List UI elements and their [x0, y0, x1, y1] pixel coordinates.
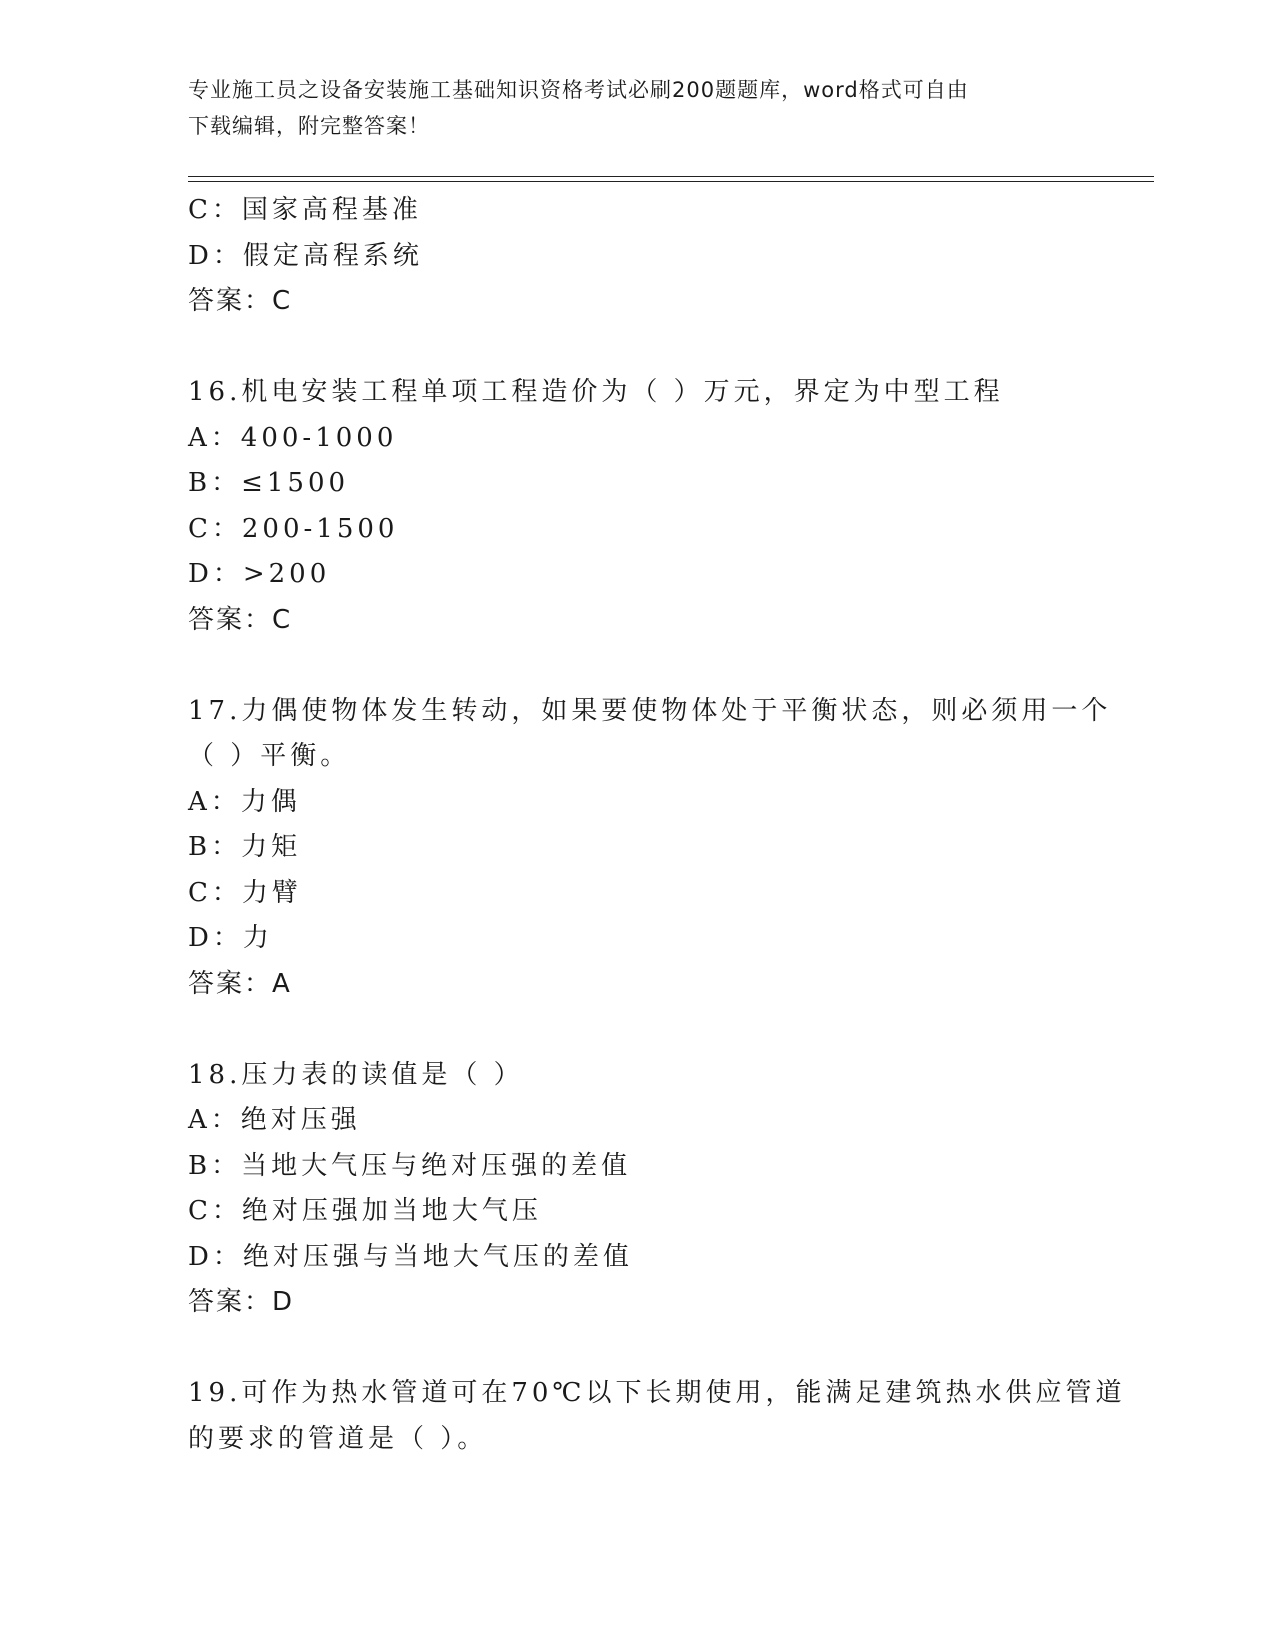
- spacer: [188, 643, 1148, 689]
- q19-stem-line-2: 的要求的管道是（ ）。: [188, 1423, 488, 1454]
- q17-stem-line-1: 17.力偶使物体发生转动，如果要使物体处于平衡状态，则必须用一个: [188, 695, 1112, 726]
- document-body: [188, 188, 1148, 1462]
- q18-option-d: D：绝对压强与当地大气压的差值: [188, 1241, 633, 1272]
- q19-stem-line-1: 19.可作为热水管道可在70℃以下长期使用，能满足建筑热水供应管道: [188, 1378, 1126, 1408]
- question-15: [188, 188, 1148, 325]
- q18-option-c: C：绝对压强加当地大气压: [188, 1196, 542, 1226]
- q15-option-d: D：假定高程系统: [188, 240, 423, 271]
- q18-answer: 答案：D: [188, 1287, 295, 1317]
- spacer: [188, 1326, 1148, 1372]
- header-divider-top: [188, 176, 1154, 177]
- q17-stem-line-2: （ ）平衡。: [188, 741, 351, 771]
- q17-option-d: D：力: [188, 923, 273, 953]
- q16-stem: 16.机电安装工程单项工程造价为（ ）万元，界定为中型工程: [188, 377, 1004, 407]
- q18-option-a: A：绝对压强: [188, 1105, 361, 1135]
- question-18: [188, 1053, 1148, 1326]
- q17-option-c: C：力臂: [188, 877, 302, 908]
- header-divider-bottom: [188, 181, 1154, 182]
- q15-answer: 答案：C: [188, 286, 293, 316]
- question-17: [188, 689, 1148, 1008]
- header-line-1: 专业施工员之设备安装施工基础知识资格考试必刷200题题库，word格式可自由: [188, 78, 969, 102]
- q18-stem: 18.压力表的读值是（ ）: [188, 1059, 524, 1090]
- q15-option-c: C：国家高程基准: [188, 195, 422, 225]
- header-line-2: 下载编辑，附完整答案！: [188, 114, 430, 138]
- q17-option-b: B：力矩: [188, 832, 302, 862]
- q16-answer: 答案：C: [188, 604, 293, 635]
- spacer: [188, 325, 1148, 371]
- q16-option-c: C：200-1500: [188, 513, 399, 544]
- q16-option-a: A：400-1000: [188, 422, 398, 453]
- question-16: [188, 370, 1148, 643]
- q17-answer: 答案：A: [188, 968, 292, 999]
- q16-option-d: D：>200: [188, 559, 331, 589]
- q17-option-a: A：力偶: [188, 786, 301, 817]
- document-header: [188, 72, 1088, 144]
- question-19: [188, 1371, 1148, 1462]
- spacer: [188, 1007, 1148, 1053]
- q18-option-b: B：当地大气压与绝对压强的差值: [188, 1150, 632, 1181]
- q16-option-b: B：≤1500: [188, 468, 350, 498]
